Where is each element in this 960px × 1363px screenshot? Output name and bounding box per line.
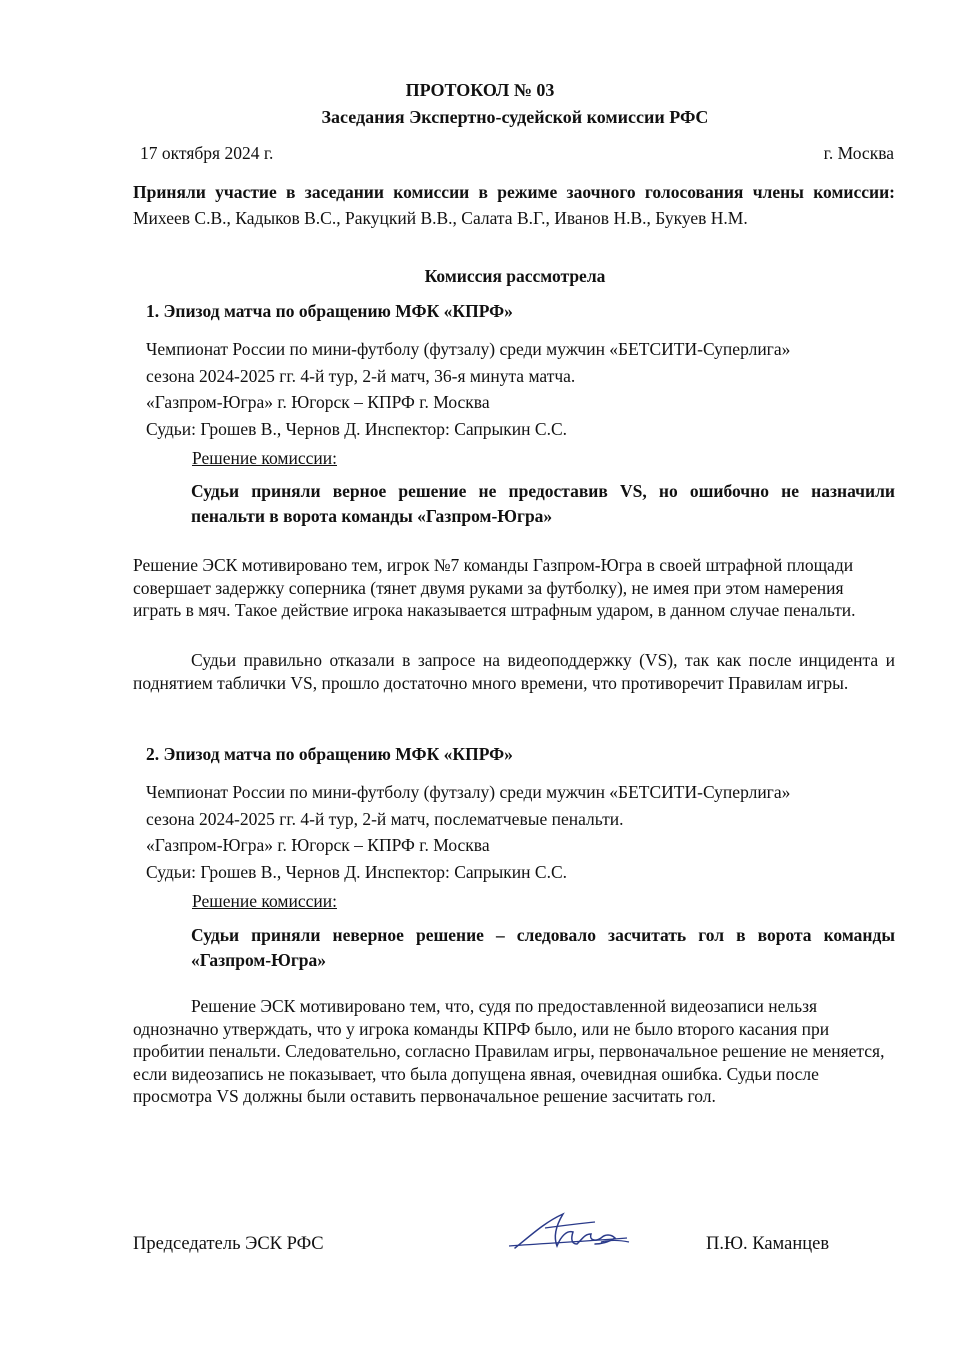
episode-2-line: Судьи: Грошев В., Чернов Д. Инспектор: Сапрыкин С.С. — [146, 861, 568, 882]
episode-2-line: сезона 2024-2025 гг. 4-й тур, 2-й матч, послематчевые пенальти. — [146, 808, 624, 829]
episode-2-title: 2. Эпизод матча по обращению МФК «КПРФ» — [146, 744, 513, 764]
episode-2-details — [146, 779, 790, 885]
participants-label: Приняли участие в заседании комиссии в режиме заочного голосования члены комиссии: — [133, 182, 895, 202]
episode-2-decision-label: Решение комиссии: — [192, 891, 337, 911]
review-heading: Комиссия рассмотрела — [424, 266, 606, 286]
episode-1-line: Судьи: Грошев В., Чернов Д. Инспектор: Сапрыкин С.С. — [146, 418, 568, 439]
episode-1-line: «Газпром-Югра» г. Югорск – КПРФ г. Москва — [146, 392, 490, 412]
episode-1-paragraph-2: Судьи правильно отказали в запросе на видеоподдержку (VS), так как после инцидента и поднятием таблички VS, прошло достаточно много времени, что противоречит Правилам игры. — [133, 650, 895, 693]
document-date: 17 октября 2024 г. — [140, 143, 274, 163]
episode-1-line: сезона 2024-2025 гг. 4-й тур, 2-й матч, 36-я минута матча. — [146, 365, 576, 386]
episode-2-verdict-text: Судьи приняли неверное решение – следовало засчитать гол в ворота команды «Газпром-Югра» — [191, 925, 895, 970]
episode-1-details — [146, 336, 790, 442]
document-title: ПРОТОКОЛ № 03 — [405, 80, 555, 100]
chair-title: Председатель ЭСК РФС — [133, 1234, 324, 1254]
episode-2-line: «Газпром-Югра» г. Югорск – КПРФ г. Москва — [146, 835, 490, 855]
episode-1-paragraph-1: Решение ЭСК мотивировано тем, игрок №7 команды Газпром-Югра в своей штрафной площади совершает задержку соперника (тянет двумя руками за футболку), не имея при этом намерения играть в мяч. Такое действие игрока наказывается штрафным ударом, в данном случае пенальти. — [133, 555, 856, 620]
episode-1-line: Чемпионат России по мини-футболу (футзалу) среди мужчин «БЕТСИТИ-Суперлига» — [146, 339, 791, 359]
signature-image — [505, 1208, 635, 1258]
participants-names: Михеев С.В., Кадыков В.С., Ракуцкий В.В., Салата В.Г., Иванов Н.В., Букуев Н.М. — [133, 208, 748, 228]
episode-1-verdict-text: Судьи приняли верное решение не предоставив VS, но ошибочно не назначили пенальти в ворота команды «Газпром-Югра» — [191, 481, 895, 526]
episode-2-paragraph-1: Решение ЭСК мотивировано тем, что, судя по предоставленной видеозаписи нельзя однозначно утверждать, что у игрока команды КПРФ было, или не было второго касания при пробитии пенальти. Следовательно, согласно Правилам игры, первоначальное решение не меняется, если видеозапись не показывает, что была допущена явная, очевидная ошибка. Судьи после просмотра VS должны были оставить первоначальное решение засчитать гол. — [133, 996, 885, 1106]
episode-2-line: Чемпионат России по мини-футболу (футзалу) среди мужчин «БЕТСИТИ-Суперлига» — [146, 782, 791, 802]
episode-1-verdict — [133, 479, 895, 529]
episode-2-verdict — [133, 923, 895, 973]
participants-paragraph — [133, 179, 895, 231]
episode-1-decision-label: Решение комиссии: — [192, 448, 337, 468]
document-subtitle: Заседания Экспертно-судейской комиссии РФС — [321, 107, 709, 127]
document-city: г. Москва — [823, 143, 894, 163]
signer-name: П.Ю. Каманцев — [706, 1234, 830, 1254]
episode-1-title: 1. Эпизод матча по обращению МФК «КПРФ» — [146, 301, 513, 321]
